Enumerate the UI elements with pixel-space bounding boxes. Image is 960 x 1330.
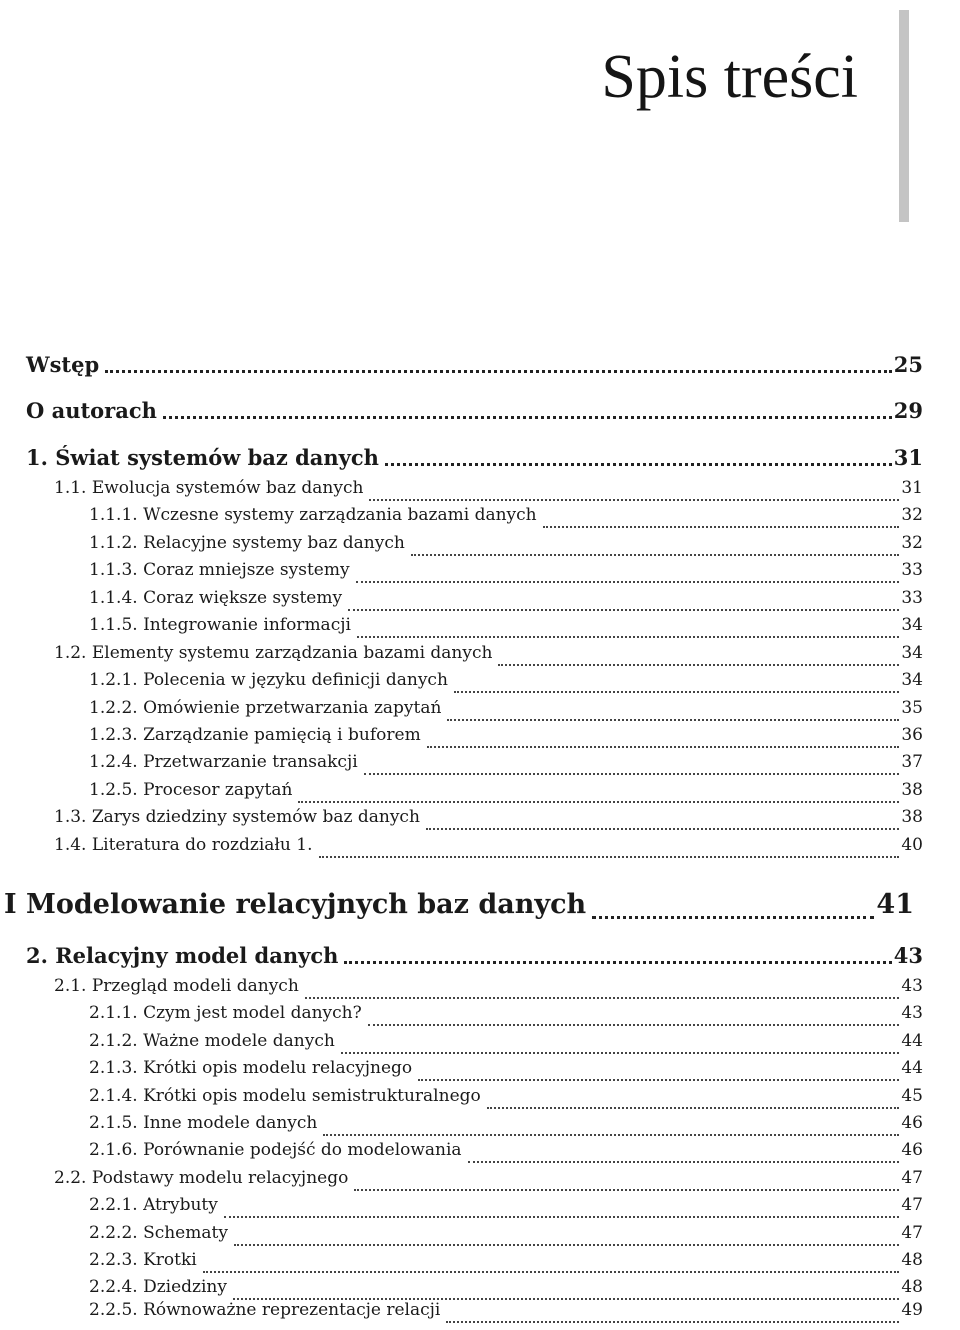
toc-entry-1-1-4[interactable] xyxy=(89,588,923,616)
toc-entry-label: 1.2.2. Omówienie przetwarzania zapytań xyxy=(89,698,442,718)
toc-entry-label: 1.1.3. Coraz mniejsze systemy xyxy=(89,560,350,580)
toc-entry-label: 2.1.5. Inne modele danych xyxy=(89,1113,318,1133)
toc-entry-2-2-5[interactable] xyxy=(89,1300,923,1328)
dot-leader xyxy=(305,976,900,1004)
toc-entry-label: 1.1.4. Coraz większe systemy xyxy=(89,588,343,608)
dot-leader xyxy=(468,1140,900,1168)
toc-entry-page: 48 xyxy=(901,1250,923,1270)
toc-entry-page: 32 xyxy=(901,505,923,525)
dot-leader xyxy=(369,478,899,506)
toc-entry-label: 1.2. Elementy systemu zarządzania bazami danych xyxy=(54,643,493,663)
toc-entry-part-1[interactable] xyxy=(4,889,914,927)
toc-entry-page: 34 xyxy=(901,670,923,690)
toc-entry-2-1-5[interactable] xyxy=(89,1113,923,1141)
toc-entry-label: 1.2.3. Zarządzanie pamięcią i buforem xyxy=(89,725,421,745)
dot-leader xyxy=(323,1113,899,1141)
toc-entry-label: 1.1.5. Integrowanie informacji xyxy=(89,615,351,635)
dot-leader xyxy=(368,1003,900,1031)
dot-leader xyxy=(357,615,899,643)
toc-entry-label: 1.1.2. Relacyjne systemy baz danych xyxy=(89,533,405,553)
toc-entry-page: 31 xyxy=(893,445,923,470)
toc-entry-label: 2.1.1. Czym jest model danych? xyxy=(89,1003,362,1023)
dot-leader xyxy=(354,1168,899,1196)
toc-entry-page: 35 xyxy=(901,698,923,718)
toc-entry-label: 2.1.6. Porównanie podejść do modelowania xyxy=(89,1140,462,1160)
dot-leader xyxy=(427,725,900,753)
toc-entry-page: 25 xyxy=(893,352,923,377)
toc-entry-label: O autorach xyxy=(26,398,157,423)
toc-entry-page: 47 xyxy=(901,1223,923,1243)
toc-entry-label: 1.2.1. Polecenia w języku definicji danych xyxy=(89,670,448,690)
dot-leader xyxy=(341,1031,900,1059)
toc-entry-wstep[interactable] xyxy=(26,352,923,380)
page-title: Spis treści xyxy=(601,43,858,111)
dot-leader xyxy=(224,1195,899,1223)
toc-entry-label: 1.2.5. Procesor zapytań xyxy=(89,780,293,800)
toc-entry-page: 40 xyxy=(901,835,923,855)
toc-entry-page: 46 xyxy=(901,1113,923,1133)
toc-entry-page: 32 xyxy=(901,533,923,553)
toc-entry-page: 29 xyxy=(893,398,923,423)
dot-leader xyxy=(487,1086,900,1114)
dot-leader xyxy=(203,1250,900,1278)
toc-entry-1-1[interactable] xyxy=(54,478,923,506)
toc-entry-page: 37 xyxy=(901,752,923,772)
toc-entry-label: 2.2.4. Dziedziny xyxy=(89,1277,227,1297)
toc-entry-1-2-2[interactable] xyxy=(89,698,923,726)
toc-entry-page: 34 xyxy=(901,643,923,663)
dot-leader xyxy=(105,352,892,380)
dot-leader xyxy=(498,643,899,671)
toc-entry-2-2[interactable] xyxy=(54,1168,923,1196)
toc-entry-2-1-1[interactable] xyxy=(89,1003,923,1031)
toc-entry-2-2-1[interactable] xyxy=(89,1195,923,1223)
toc-entry-page: 33 xyxy=(901,560,923,580)
toc-entry-page: 49 xyxy=(901,1300,923,1320)
toc-entry-label: 2.1.2. Ważne modele danych xyxy=(89,1031,335,1051)
toc-entry-page: 36 xyxy=(901,725,923,745)
dot-leader xyxy=(447,698,899,726)
toc-entry-label: 2.1. Przegląd modeli danych xyxy=(54,976,299,996)
toc-entry-2-1-3[interactable] xyxy=(89,1058,923,1086)
dot-leader xyxy=(348,588,899,616)
toc-entry-page: 44 xyxy=(901,1058,923,1078)
dot-leader xyxy=(364,752,900,780)
toc-entry-page: 48 xyxy=(901,1277,923,1297)
toc-entry-page: 43 xyxy=(901,976,923,996)
dot-leader xyxy=(418,1058,899,1086)
toc-entry-label: 1. Świat systemów baz danych xyxy=(26,445,379,470)
toc-entry-1-1-5[interactable] xyxy=(89,615,923,643)
dot-leader xyxy=(543,505,900,533)
toc-entry-page: 43 xyxy=(901,1003,923,1023)
toc-entry-2-1-4[interactable] xyxy=(89,1086,923,1114)
toc-entry-page: 46 xyxy=(901,1140,923,1160)
toc-entry-page: 31 xyxy=(901,478,923,498)
toc-entry-label: 2.2.2. Schematy xyxy=(89,1223,228,1243)
dot-leader xyxy=(234,1223,899,1251)
toc-entry-page: 43 xyxy=(893,943,923,968)
toc-entry-label: 1.1.1. Wczesne systemy zarządzania bazami danych xyxy=(89,505,537,525)
toc-entry-label: I Modelowanie relacyjnych baz danych xyxy=(4,889,587,920)
toc-entry-label: 2.1.4. Krótki opis modelu semistrukturalnego xyxy=(89,1086,481,1106)
toc-entry-label: Wstęp xyxy=(26,352,100,377)
toc-entry-page: 44 xyxy=(901,1031,923,1051)
toc-entry-label: 1.3. Zarys dziedziny systemów baz danych xyxy=(54,807,420,827)
dot-leader xyxy=(592,889,874,927)
toc-entry-1-3[interactable] xyxy=(54,807,923,835)
toc-entry-1-2-1[interactable] xyxy=(89,670,923,698)
dot-leader xyxy=(163,398,892,426)
toc-entry-page: 41 xyxy=(876,889,914,920)
toc-entry-1-1-2[interactable] xyxy=(89,533,923,561)
toc-entry-page: 47 xyxy=(901,1195,923,1215)
toc-entry-page: 38 xyxy=(901,780,923,800)
dot-leader xyxy=(426,807,899,835)
dot-leader xyxy=(454,670,899,698)
toc-entry-label: 1.4. Literatura do rozdziału 1. xyxy=(54,835,313,855)
toc-entry-label: 2.1.3. Krótki opis modelu relacyjnego xyxy=(89,1058,413,1078)
toc-entry-1-1-3[interactable] xyxy=(89,560,923,588)
toc-entry-o-autorach[interactable] xyxy=(26,398,923,426)
toc-entry-2-2-3[interactable] xyxy=(89,1250,923,1278)
dot-leader xyxy=(298,780,899,808)
toc-entry-1-2[interactable] xyxy=(54,643,923,671)
dot-leader xyxy=(446,1300,899,1328)
dot-leader xyxy=(319,835,900,863)
dot-leader xyxy=(344,943,891,971)
toc-entry-label: 2.2.5. Równoważne reprezentacje relacji xyxy=(89,1300,441,1320)
toc-entry-1-4[interactable] xyxy=(54,835,923,863)
dot-leader xyxy=(411,533,900,561)
toc-entry-label: 2.2. Podstawy modelu relacyjnego xyxy=(54,1168,349,1188)
toc-entry-page: 38 xyxy=(901,807,923,827)
toc-entry-page: 47 xyxy=(901,1168,923,1188)
toc-entry-chapter-2[interactable] xyxy=(26,943,923,971)
toc-entry-1-1-1[interactable] xyxy=(89,505,923,533)
toc-entry-1-2-3[interactable] xyxy=(89,725,923,753)
toc-entry-chapter-1[interactable] xyxy=(26,445,923,473)
toc-entry-2-1-2[interactable] xyxy=(89,1031,923,1059)
toc-entry-2-1-6[interactable] xyxy=(89,1140,923,1168)
toc-entry-label: 2.2.3. Krotki xyxy=(89,1250,197,1270)
toc-entry-1-2-5[interactable] xyxy=(89,780,923,808)
toc-entry-page: 34 xyxy=(901,615,923,635)
toc-entry-label: 2.2.1. Atrybuty xyxy=(89,1195,218,1215)
toc-entry-page: 45 xyxy=(901,1086,923,1106)
toc-entry-label: 1.2.4. Przetwarzanie transakcji xyxy=(89,752,358,772)
toc-entry-page: 33 xyxy=(901,588,923,608)
toc-entry-label: 1.1. Ewolucja systemów baz danych xyxy=(54,478,364,498)
dot-leader xyxy=(385,445,892,473)
dot-leader xyxy=(356,560,900,588)
toc-entry-2-1[interactable] xyxy=(54,976,923,1004)
toc-entry-label: 2. Relacyjny model danych xyxy=(26,943,339,968)
toc-entry-2-2-2[interactable] xyxy=(89,1223,923,1251)
toc-entry-1-2-4[interactable] xyxy=(89,752,923,780)
